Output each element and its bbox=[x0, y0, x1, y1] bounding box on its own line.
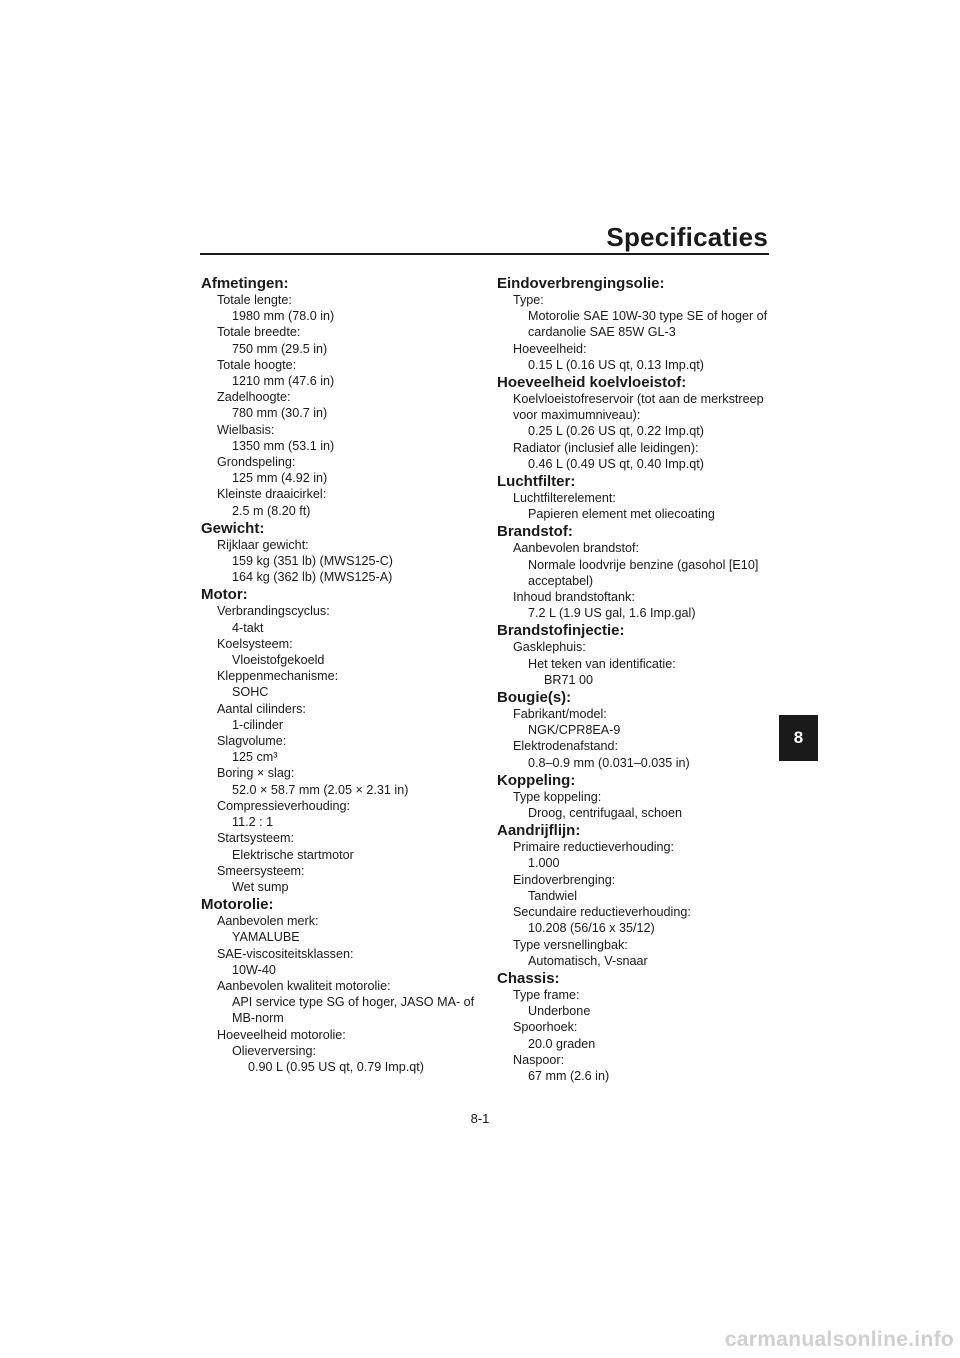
spec-label: Kleppenmechanisme: bbox=[217, 669, 339, 684]
spec-label: Spoorhoek: bbox=[513, 1020, 578, 1035]
spec-value: 67 mm (2.6 in) bbox=[528, 1068, 610, 1083]
spec-value: 1980 mm (78.0 in) bbox=[232, 309, 335, 324]
right-spec-column bbox=[497, 274, 772, 1084]
spec-label: Totale lengte: bbox=[217, 293, 292, 307]
section-title: Gewicht: bbox=[201, 519, 265, 537]
spec-value: 1210 mm (47.6 in) bbox=[232, 374, 335, 389]
section-title: Koppeling: bbox=[497, 771, 576, 789]
spec-label: Inhoud brandstoftank: bbox=[513, 590, 635, 605]
spec-value: 0.8–0.9 mm (0.031–0.035 in) bbox=[528, 755, 690, 770]
spec-value: SOHC bbox=[232, 685, 269, 700]
section-title: Brandstof: bbox=[497, 523, 573, 541]
spec-value: Motorolie SAE 10W-30 type SE of hoger of cardanolie SAE 85W GL-3 bbox=[528, 309, 768, 340]
spec-section bbox=[497, 621, 772, 688]
spec-label: Fabrikant/model: bbox=[513, 707, 607, 722]
spec-section bbox=[201, 519, 476, 586]
spec-label: Luchtfilterelement: bbox=[513, 491, 616, 506]
section-title: Brandstofinjectie: bbox=[497, 622, 625, 640]
spec-value: 1-cilinder bbox=[232, 717, 284, 732]
chapter-tab: 8 bbox=[779, 715, 818, 761]
spec-label: Type versnellingbak: bbox=[513, 937, 628, 952]
spec-label: Koelsysteem: bbox=[217, 636, 293, 651]
spec-value: Droog, centrifugaal, schoen bbox=[528, 806, 683, 821]
spec-label: Aanbevolen kwaliteit motorolie: bbox=[217, 978, 391, 993]
spec-section bbox=[201, 895, 476, 1075]
spec-label: Slagvolume: bbox=[217, 734, 287, 749]
section-title: Bougie(s): bbox=[497, 689, 572, 707]
spec-section bbox=[497, 274, 772, 373]
spec-value: NGK/CPR8EA-9 bbox=[528, 723, 621, 738]
spec-value: Papieren element met oliecoating bbox=[528, 507, 715, 522]
title-rule bbox=[200, 253, 769, 255]
spec-label: Kleinste draaicirkel: bbox=[217, 487, 327, 502]
section-title: Motor: bbox=[201, 586, 248, 604]
spec-label: Naspoor: bbox=[513, 1052, 565, 1067]
spec-section bbox=[497, 821, 772, 969]
spec-label: Radiator (inclusief alle leidingen): bbox=[513, 440, 699, 455]
spec-value: API service type SG of hoger, JASO MA- of MB-norm bbox=[232, 995, 475, 1026]
spec-value: 164 kg (362 lb) (MWS125-A) bbox=[232, 570, 393, 585]
spec-label: Grondspeling: bbox=[217, 455, 296, 470]
spec-label: SAE-viscositeitsklassen: bbox=[217, 946, 354, 961]
spec-label: Aanbevolen merk: bbox=[217, 914, 319, 929]
spec-value: 4-takt bbox=[232, 620, 264, 635]
left-spec-column bbox=[201, 274, 476, 1075]
spec-value: 780 mm (30.7 in) bbox=[232, 406, 328, 421]
spec-label: Elektrodenafstand: bbox=[513, 739, 619, 754]
section-title: Hoeveelheid koelvloeistof: bbox=[497, 374, 687, 392]
section-title: Aandrijflijn: bbox=[497, 822, 581, 840]
spec-value: BR71 00 bbox=[544, 672, 594, 687]
spec-value: 7.2 L (1.9 US gal, 1.6 Imp.gal) bbox=[528, 606, 696, 621]
spec-section bbox=[201, 585, 476, 895]
spec-label: Type: bbox=[513, 293, 544, 307]
spec-label: Wielbasis: bbox=[217, 422, 275, 437]
spec-value: 10W-40 bbox=[232, 962, 276, 977]
spec-value: 750 mm (29.5 in) bbox=[232, 341, 328, 356]
spec-value: 10.208 (56/16 x 35/12) bbox=[528, 921, 655, 936]
page-number: 8-1 bbox=[470, 1111, 490, 1126]
spec-value: YAMALUBE bbox=[232, 930, 300, 945]
spec-label: Boring × slag: bbox=[217, 766, 295, 781]
section-title: Luchtfilter: bbox=[497, 473, 576, 491]
spec-value: 0.46 L (0.49 US qt, 0.40 Imp.qt) bbox=[528, 456, 704, 471]
spec-section bbox=[497, 688, 772, 771]
spec-value: 0.25 L (0.26 US qt, 0.22 Imp.qt) bbox=[528, 424, 704, 439]
page-title: Specificaties bbox=[606, 222, 768, 252]
spec-value: Elektrische startmotor bbox=[232, 847, 354, 862]
spec-label: Eindoverbrenging: bbox=[513, 872, 616, 887]
spec-value: Underbone bbox=[528, 1004, 591, 1019]
spec-label: Aantal cilinders: bbox=[217, 701, 306, 716]
spec-label: Totale hoogte: bbox=[217, 357, 297, 372]
spec-section bbox=[497, 472, 772, 522]
spec-label: Type koppeling: bbox=[513, 789, 602, 804]
spec-label: Smeersysteem: bbox=[217, 863, 305, 878]
spec-value: Olieverversing: bbox=[232, 1043, 316, 1058]
spec-value: 0.15 L (0.16 US qt, 0.13 Imp.qt) bbox=[528, 357, 704, 372]
spec-label: Type frame: bbox=[513, 987, 580, 1002]
spec-value: 159 kg (351 lb) (MWS125-C) bbox=[232, 554, 393, 569]
spec-label: Zadelhoogte: bbox=[217, 390, 291, 405]
section-title: Eindoverbrengingsolie: bbox=[497, 275, 665, 292]
spec-label: Rijklaar gewicht: bbox=[217, 537, 309, 552]
spec-section bbox=[201, 274, 476, 519]
spec-value: 52.0 × 58.7 mm (2.05 × 2.31 in) bbox=[232, 782, 409, 797]
watermark: carmanualsonline.info bbox=[724, 1328, 954, 1351]
section-title: Afmetingen: bbox=[201, 275, 289, 292]
spec-value: 20.0 graden bbox=[528, 1036, 596, 1051]
spec-value: Normale loodvrije benzine (gasohol [E10] acceptabel) bbox=[528, 557, 759, 588]
spec-section bbox=[497, 522, 772, 621]
spec-label: Koelvloeistofreservoir (tot aan de merkstreep voor maximumniveau): bbox=[513, 392, 764, 423]
spec-value: Het teken van identificatie: bbox=[528, 656, 676, 671]
spec-label: Verbrandingscyclus: bbox=[217, 604, 330, 619]
spec-value: 2.5 m (8.20 ft) bbox=[232, 503, 311, 518]
spec-label: Aanbevolen brandstof: bbox=[513, 541, 640, 556]
spec-value: 11.2 : 1 bbox=[232, 815, 274, 830]
spec-section bbox=[497, 969, 772, 1084]
spec-value: 0.90 L (0.95 US qt, 0.79 Imp.qt) bbox=[248, 1059, 424, 1074]
spec-label: Gasklephuis: bbox=[513, 640, 586, 655]
spec-value: Vloeistofgekoeld bbox=[232, 653, 325, 668]
spec-value: Automatisch, V-snaar bbox=[528, 953, 648, 968]
spec-section bbox=[497, 373, 772, 472]
spec-label: Hoeveelheid: bbox=[513, 341, 587, 356]
spec-value: Tandwiel bbox=[528, 888, 578, 903]
spec-value: 1.000 bbox=[528, 856, 560, 871]
spec-label: Startsysteem: bbox=[217, 831, 294, 846]
spec-section bbox=[497, 771, 772, 821]
section-title: Chassis: bbox=[497, 969, 560, 987]
spec-value: 125 mm (4.92 in) bbox=[232, 471, 328, 486]
spec-label: Compressieverhouding: bbox=[217, 798, 351, 813]
spec-value: 125 cm³ bbox=[232, 750, 278, 765]
spec-label: Secundaire reductieverhouding: bbox=[513, 905, 691, 920]
spec-label: Primaire reductieverhouding: bbox=[513, 840, 675, 855]
spec-label: Totale breedte: bbox=[217, 325, 301, 340]
spec-value: 1350 mm (53.1 in) bbox=[232, 438, 335, 453]
spec-value: Wet sump bbox=[232, 879, 289, 894]
section-title: Motorolie: bbox=[201, 896, 274, 914]
spec-label: Hoeveelheid motorolie: bbox=[217, 1027, 346, 1042]
